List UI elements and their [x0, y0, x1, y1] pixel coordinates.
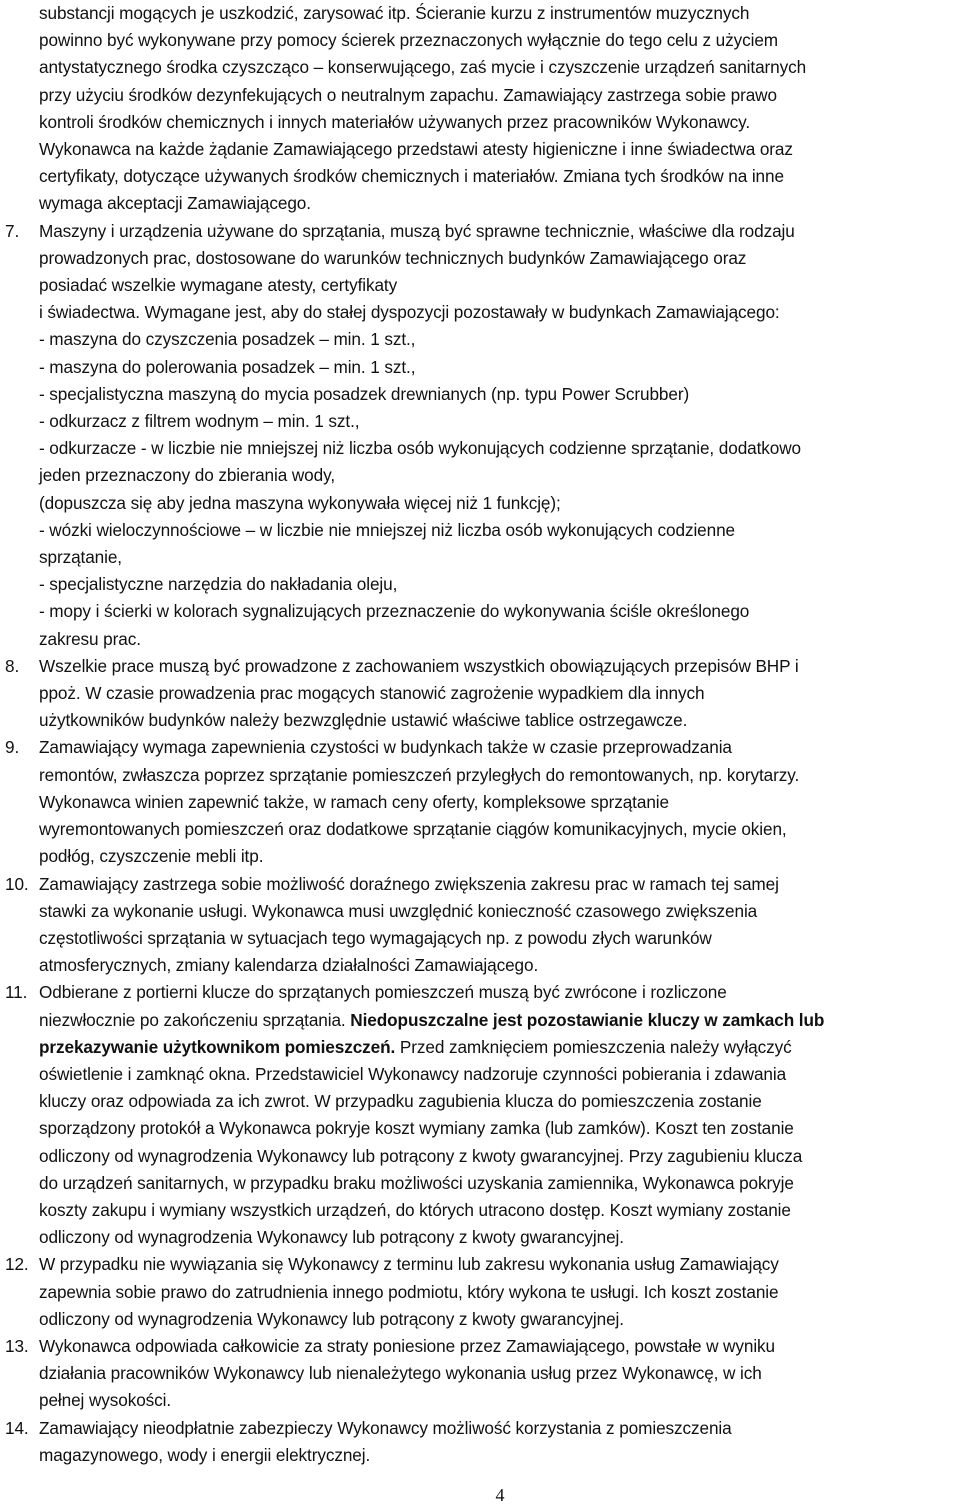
bold-text-segment: przekazywanie użytkownikom pomieszczeń.	[39, 1036, 396, 1057]
item-number: 9.	[5, 737, 20, 758]
text-line: - maszyna do polerowania posadzek – min. 1 szt.,	[39, 356, 416, 377]
text-line: (dopuszcza się aby jedna maszyna wykonywała więcej niż 1 funkcję);	[39, 492, 561, 513]
text-line: i świadectwa. Wymagane jest, aby do stałej dyspozycji pozostawały w budynkach Zamawiającego:	[39, 302, 780, 323]
text-line: odliczony od wynagrodzenia Wykonawcy lub potrącony z kwoty gwarancyjnej.	[39, 1308, 624, 1329]
text-line: magazynowego, wody i energii elektrycznej.	[39, 1444, 371, 1465]
item-text	[39, 1415, 960, 1469]
text-line: do urządzeń sanitarnych, w przypadku braku możliwości uzyskania zamiennika, Wykonawca pokryje	[39, 1172, 794, 1193]
text-line: - specjalistyczne narzędzia do nakładania oleju,	[39, 574, 398, 595]
item-number: 8.	[5, 655, 20, 676]
text-line: Odbierane z portierni klucze do sprzątanych pomieszczeń muszą być zwrócone i rozliczone	[39, 982, 727, 1003]
bold-text-segment: Niedopuszczalne jest pozostawianie kluczy w zamkach lub	[350, 1009, 825, 1030]
text-line: Zamawiający wymaga zapewnienia czystości w budynkach także w czasie przeprowadzania	[39, 737, 732, 758]
text-line: Wszelkie prace muszą być prowadzone z zachowaniem wszystkich obowiązujących przepisów BHP i	[39, 655, 799, 676]
list-item-13	[5, 1333, 960, 1415]
text-line: kontroli środków chemicznych i innych materiałów używanych przez pracowników Wykonawcy.	[39, 111, 751, 132]
intro-paragraph	[5, 0, 960, 218]
text-line: działania pracowników Wykonawcy lub nienależytego wykonania usług przez Wykonawcę, w ich	[39, 1363, 762, 1384]
list-item-8	[5, 653, 960, 735]
list-item-7	[5, 218, 960, 653]
item-number: 7.	[5, 220, 20, 241]
text-line: jeden przeznaczony do zbierania wody,	[39, 465, 335, 486]
text-line: przy użyciu środków dezynfekujących o neutralnym zapachu. Zamawiający zastrzega sobie prawo	[39, 84, 777, 105]
text-line: - odkurzacz z filtrem wodnym – min. 1 szt.,	[39, 411, 360, 432]
text-line: Wykonawca odpowiada całkowicie za straty poniesione przez Zamawiającego, powstałe w wyniku	[39, 1335, 775, 1356]
text-line: certyfikaty, dotyczące używanych środków chemicznych i materiałów. Zmiana tych środków na inne	[39, 166, 784, 187]
text-line: ppoż. W czasie prowadzenia prac mogących stanowić zagrożenie wypadkiem dla innych	[39, 683, 705, 704]
text-line: substancji mogących je uszkodzić, zarysować itp. Ścieranie kurzu z instrumentów muzycznych	[39, 3, 750, 23]
list-item-9	[5, 734, 960, 870]
text-segment: niezwłocznie po zakończeniu sprzątania.	[39, 1009, 351, 1030]
text-line: zakresu prac.	[39, 628, 141, 649]
item-number: 14.	[5, 1417, 29, 1438]
text-line: stawki za wykonanie usługi. Wykonawca musi uwzględnić konieczność czasowego zwiększenia	[39, 900, 758, 921]
text-line: podłóg, czyszczenie mebli itp.	[39, 846, 264, 867]
text-line: powinno być wykonywane przy pomocy ścierek przeznaczonych wyłącznie do tego celu z użyciem	[39, 30, 779, 51]
text-line: - odkurzacze - w liczbie nie mniejszej niż liczba osób wykonujących codzienne sprzątanie, dodatkowo	[39, 438, 802, 459]
item-text	[39, 218, 960, 653]
text-line: sprzątanie,	[39, 547, 122, 568]
text-line: Zamawiający zastrzega sobie możliwość doraźnego zwiększenia zakresu prac w ramach tej samej	[39, 873, 779, 894]
text-line: - specjalistyczna maszyną do mycia posadzek drewnianych (np. typu Power Scrubber)	[39, 383, 690, 404]
text-line: - mopy i ścierki w kolorach sygnalizujących przeznaczenie do wykonywania ściśle określonego	[39, 601, 750, 622]
item-text	[39, 653, 960, 735]
text-line: Wykonawca winien zapewnić także, w ramach ceny oferty, kompleksowe sprzątanie	[39, 791, 669, 812]
item-number: 10.	[5, 873, 29, 894]
item-number: 12.	[5, 1254, 29, 1275]
text-line: - maszyna do czyszczenia posadzek – min. 1 szt.,	[39, 329, 416, 350]
text-line: prowadzonych prac, dostosowane do warunków technicznych budynków Zamawiającego oraz	[39, 247, 747, 268]
text-line: Maszyny i urządzenia używane do sprzątania, muszą być sprawne technicznie, właściwe dla rodzaju	[39, 220, 795, 241]
text-line: remontów, zwłaszcza poprzez sprzątanie pomieszczeń przyległych do remontowanych, np. korytarzy.	[39, 764, 800, 785]
text-line: odliczony od wynagrodzenia Wykonawcy lub potrącony z kwoty gwarancyjnej.	[39, 1227, 624, 1248]
item-text	[39, 871, 960, 980]
text-line: wyremontowanych pomieszczeń oraz dodatkowe sprzątanie ciągów komunikacyjnych, mycie okien,	[39, 819, 787, 840]
text-line: Wykonawca na każde żądanie Zamawiającego przedstawi atesty higieniczne i inne świadectwa oraz	[39, 139, 793, 160]
list-item-14	[5, 1415, 960, 1469]
text-line: pełnej wysokości.	[39, 1390, 172, 1411]
item-text	[39, 734, 960, 870]
text-line: posiadać wszelkie wymagane atesty, certyfikaty	[39, 275, 398, 296]
text-segment: Przed zamknięciem pomieszczenia należy wyłączyć	[395, 1036, 792, 1057]
item-number: 11.	[5, 982, 28, 1003]
item-text	[39, 1251, 960, 1333]
text-line: częstotliwości sprzątania w sytuacjach tego wymagających np. z powodu złych warunków	[39, 927, 712, 948]
text-line: odliczony od wynagrodzenia Wykonawcy lub potrącony z kwoty gwarancyjnej. Przy zagubieniu klucza	[39, 1145, 803, 1166]
item-text	[39, 979, 960, 1251]
list-item-11	[5, 979, 960, 1251]
item-text	[39, 1333, 960, 1415]
text-line: - wózki wieloczynnościowe – w liczbie nie mniejszej niż liczba osób wykonujących codzienne	[39, 519, 736, 540]
text-line: Zamawiający nieodpłatnie zabezpieczy Wykonawcy możliwość korzystania z pomieszczenia	[39, 1417, 732, 1438]
list-item-12	[5, 1251, 960, 1333]
text-line	[39, 1034, 960, 1061]
text-line	[39, 1007, 960, 1034]
text-line: kluczy oraz odpowiada za ich zwrot. W przypadku zagubienia klucza do pomieszczenia zostanie	[39, 1091, 762, 1112]
item-number: 13.	[5, 1335, 29, 1356]
list-item-10	[5, 871, 960, 980]
text-line: użytkowników budynków należy bezwzględnie ustawić właściwe tablice ostrzegawcze.	[39, 710, 688, 731]
text-line: oświetlenie i zamknąć okna. Przedstawiciel Wykonawcy nadzoruje czynności pobierania i zdawania	[39, 1063, 787, 1084]
text-line: antystatycznego środka czyszcząco – konserwującego, zaś mycie i czyszczenie urządzeń sanitarnych	[39, 57, 807, 78]
page-content	[5, 0, 960, 1469]
text-line: zapewnia sobie prawo do zatrudnienia innego podmiotu, który wykona te usługi. Ich koszt zostanie	[39, 1281, 779, 1302]
page-number: 4	[495, 1485, 505, 1505]
text-line: wymaga akceptacji Zamawiającego.	[39, 193, 311, 214]
text-line: atmosferycznych, zmiany kalendarza działalności Zamawiającego.	[39, 955, 539, 976]
text-line: W przypadku nie wywiązania się Wykonawcy z terminu lub zakresu wykonania usług Zamawiający	[39, 1254, 779, 1275]
text-line: koszty zakupu i wymiany wszystkich urządzeń, do których utracono dostęp. Koszt wymiany zostanie	[39, 1199, 791, 1220]
text-line: sporządzony protokół a Wykonawca pokryje koszt wymiany zamka (lub zamków). Koszt ten zostanie	[39, 1118, 794, 1139]
